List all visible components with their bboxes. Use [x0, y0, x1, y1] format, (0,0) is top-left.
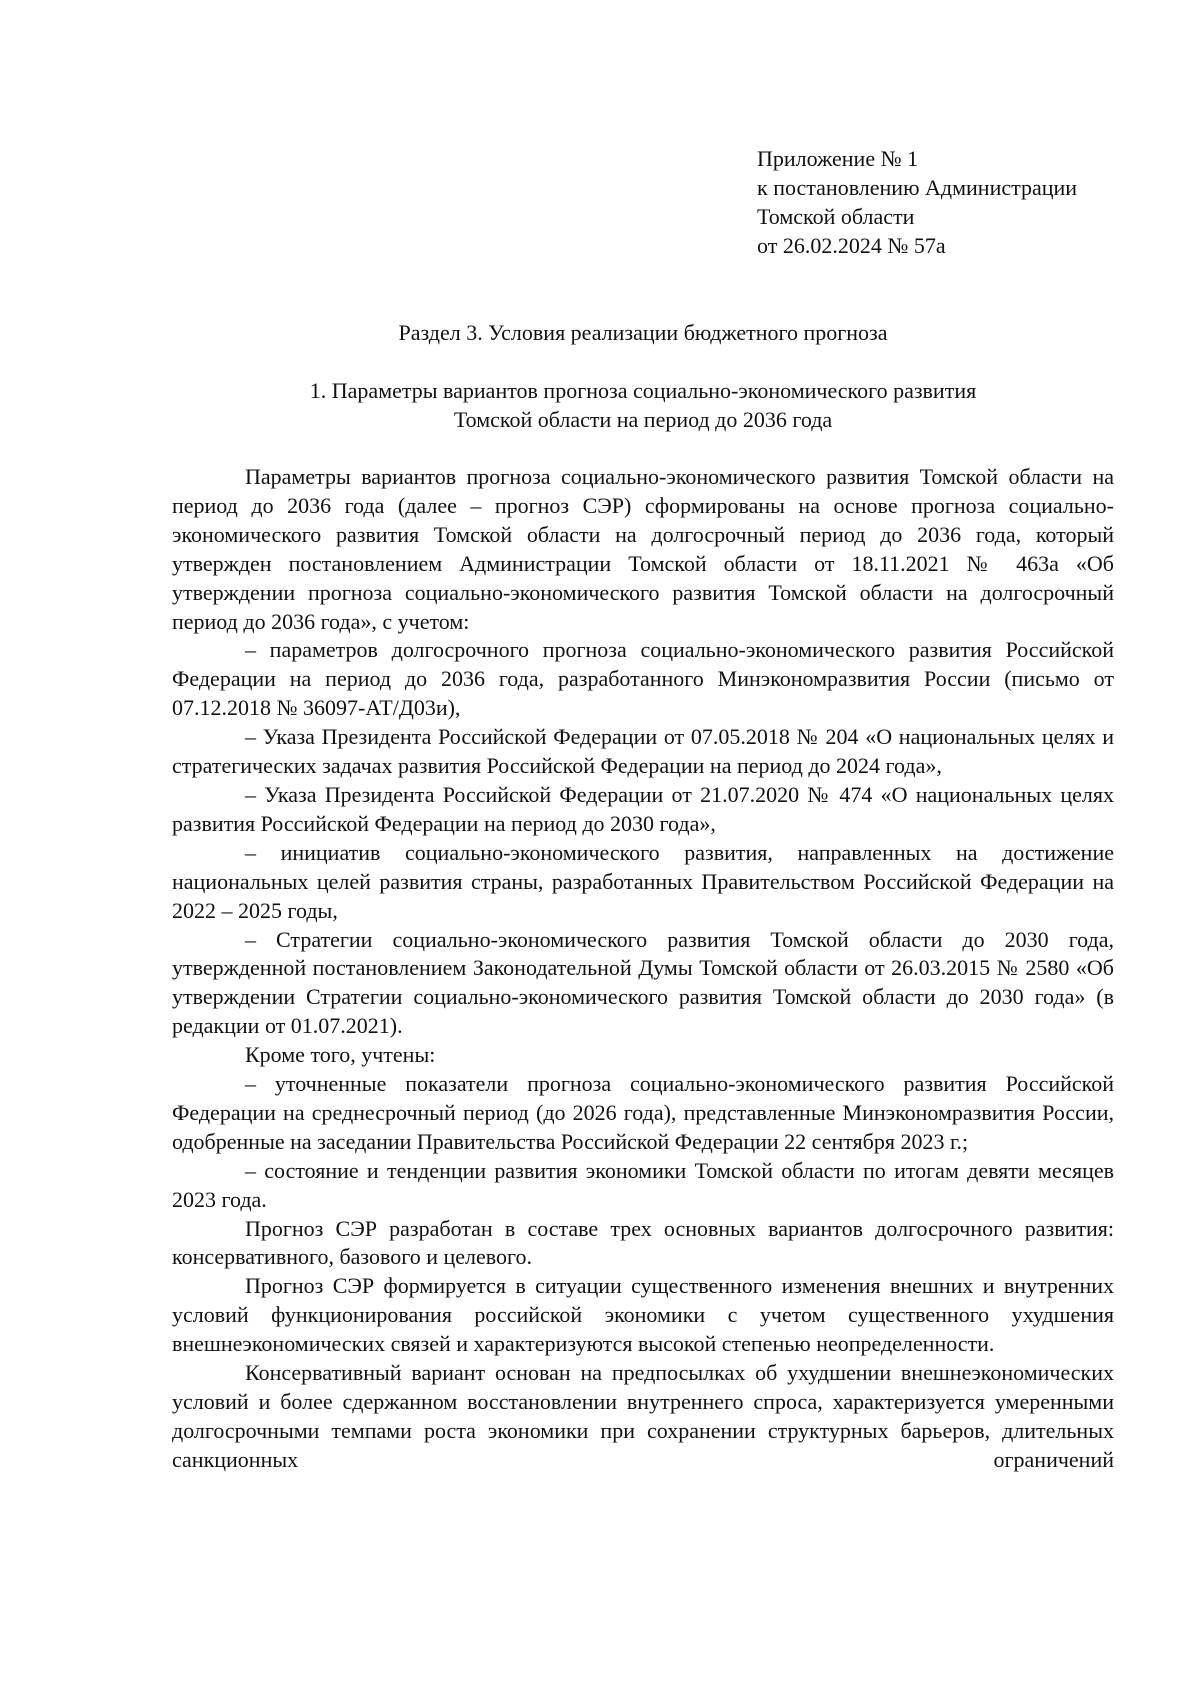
- annex-header: [757, 144, 1077, 260]
- subsection-title-line: Томской области на период до 2036 года: [453, 407, 833, 432]
- paragraph: Параметры вариантов прогноза социально-экономического развития Томской области на период до 2036 года (далее – прогноз СЭР) сформированы на основе прогноза социально-экономического развития Томской области на долгосрочный период до 2036 года, который утвержден постановлением Администрации Томской области от 18.11.2021 № 463а «Об утверждении прогноза социально-экономического развития Томской области на долгосрочный период до 2036 года», с учетом:: [172, 464, 1114, 634]
- paragraph: Кроме того, учтены:: [245, 1042, 436, 1068]
- list-item: – Стратегии социально-экономического развития Томской области до 2030 года, утвержденной постановлением Законодательной Думы Томской области от 26.03.2015 № 2580 «Об утверждении Стратегии социально-экономического развития Томской области до 2030 года» (в редакции от 01.07.2021).: [172, 926, 1114, 1039]
- list-item: – уточненные показатели прогноза социально-экономического развития Российской Федерации на среднесрочный период (до 2026 года), представленные Минэкономразвития России, одобренные на заседании Правительства Российской Федерации 22 сентября 2023 г.;: [172, 1071, 1114, 1154]
- document-body: [172, 463, 1114, 1475]
- paragraph: Прогноз СЭР формируется в ситуации существенного изменения внешних и внутренних условий функционирования российской экономики с учетом существенного ухудшения внешнеэкономических связей и характеризуются высокой степенью неопределенности.: [172, 1273, 1114, 1357]
- section-title: Раздел 3. Условия реализации бюджетного прогноза: [398, 320, 888, 345]
- subsection-title-line: 1. Параметры вариантов прогноза социально-экономического развития: [309, 378, 977, 403]
- list-item: – состояние и тенденции развития экономики Томской области по итогам девяти месяцев 2023 года.: [172, 1157, 1114, 1212]
- list-item: – Указа Президента Российской Федерации от 21.07.2020 № 474 «О национальных целях развития Российской Федерации на период до 2030 года»,: [172, 781, 1114, 836]
- annex-line: Приложение № 1: [757, 146, 919, 171]
- paragraph: Прогноз СЭР разработан в составе трех основных вариантов долгосрочного развития: консервативного, базового и целевого.: [172, 1215, 1114, 1270]
- list-item: – Указа Президента Российской Федерации от 07.05.2018 № 204 «О национальных целях и стратегических задачах развития Российской Федерации на период до 2024 года»,: [172, 724, 1114, 779]
- annex-line: от 26.02.2024 № 57а: [757, 233, 946, 258]
- paragraph: Консервативный вариант основан на предпосылках об ухудшении внешнеэкономических условий и более сдержанном восстановлении внутреннего спроса, характеризуется умеренными долгосрочными темпами роста экономики при сохранении структурных барьеров, длительных санкционных ограничений: [172, 1360, 1114, 1472]
- annex-line: Томской области: [757, 204, 915, 229]
- list-item: – параметров долгосрочного прогноза социально-экономического развития Российской Федерации на период до 2036 года, разработанного Минэкономразвития России (письмо от 07.12.2018 № 36097-АТ/Д03и),: [172, 637, 1114, 721]
- list-item: – инициатив социально-экономического развития, направленных на достижение национальных целей развития страны, разработанных Правительством Российской Федерации на 2022 – 2025 годы,: [172, 839, 1114, 923]
- annex-line: к постановлению Администрации: [757, 175, 1078, 200]
- subsection-title: [172, 376, 1114, 434]
